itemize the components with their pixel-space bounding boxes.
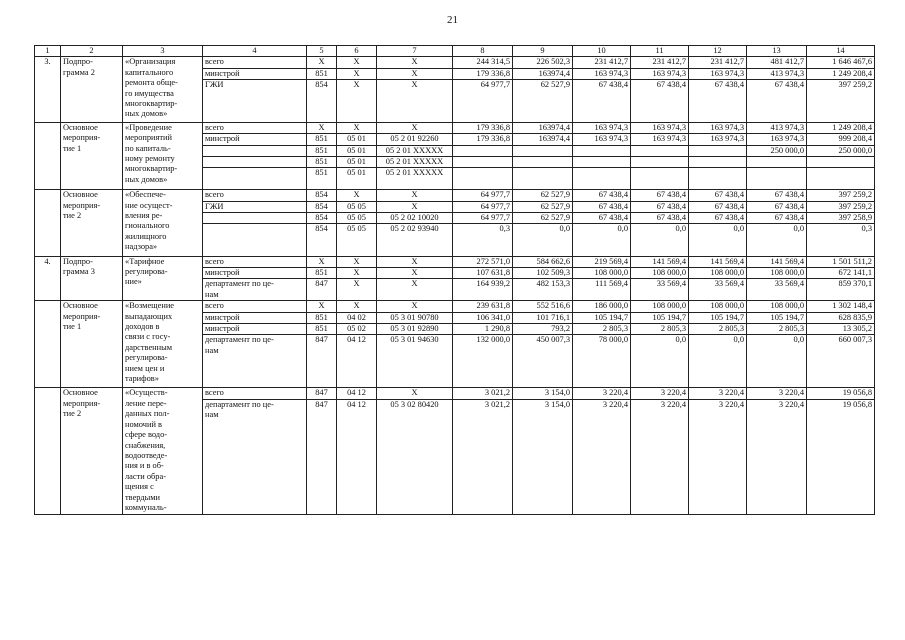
value-cell: 05 05: [337, 213, 377, 224]
value-cell: 3 220,4: [747, 399, 807, 514]
program-name: «Организация капитального ремонта обще- го имущества многоквартир- ных домов»: [123, 57, 203, 122]
value-cell: 107 631,8: [453, 268, 513, 279]
value-cell: 482 153,3: [513, 279, 573, 301]
value-cell: 1 249 208,4: [807, 68, 875, 79]
value-cell: X: [307, 301, 337, 312]
value-cell: 0,0: [689, 335, 747, 388]
program-kind: Подпро- грамма 3: [61, 256, 123, 301]
value-cell: 05 2 01 XXXXX: [377, 168, 453, 190]
executor-cell: ГЖИ: [203, 201, 307, 212]
value-cell: 163 974,3: [631, 122, 689, 133]
value-cell: 64 977,7: [453, 213, 513, 224]
value-cell: 1 249 208,4: [807, 122, 875, 133]
executor-cell: минстрой: [203, 134, 307, 145]
table-row: [35, 301, 875, 312]
value-cell: 3 154,0: [513, 388, 573, 399]
program-kind: Основное мероприя- тие 2: [61, 190, 123, 256]
column-header: 9: [513, 46, 573, 57]
column-header: 11: [631, 46, 689, 57]
value-cell: 33 569,4: [747, 279, 807, 301]
value-cell: 102 509,3: [513, 268, 573, 279]
table-row: [35, 388, 875, 399]
column-header: 13: [747, 46, 807, 57]
column-header: 7: [377, 46, 453, 57]
value-cell: 1 501 511,2: [807, 256, 875, 267]
column-header: 6: [337, 46, 377, 57]
column-header: 5: [307, 46, 337, 57]
program-name: «Проведение мероприятий по капиталь- ному ремонту многоквартир- ных домов»: [123, 122, 203, 189]
table-row: [35, 190, 875, 201]
value-cell: 141 569,4: [631, 256, 689, 267]
value-cell: [573, 168, 631, 190]
value-cell: 3 021,2: [453, 399, 513, 514]
value-cell: 0,0: [513, 224, 573, 256]
value-cell: 186 000,0: [573, 301, 631, 312]
value-cell: [453, 157, 513, 168]
value-cell: 04 02: [337, 312, 377, 323]
value-cell: [747, 157, 807, 168]
value-cell: 64 977,7: [453, 201, 513, 212]
value-cell: 239 631,8: [453, 301, 513, 312]
executor-cell: минстрой: [203, 324, 307, 335]
value-cell: 04 12: [337, 388, 377, 399]
value-cell: X: [307, 57, 337, 68]
program-kind: Основное мероприя- тие 2: [61, 388, 123, 515]
value-cell: [747, 168, 807, 190]
value-cell: X: [337, 256, 377, 267]
value-cell: 163 974,3: [747, 134, 807, 145]
executor-cell: минстрой: [203, 312, 307, 323]
value-cell: 05 01: [337, 134, 377, 145]
column-header: 8: [453, 46, 513, 57]
value-cell: 1 646 467,6: [807, 57, 875, 68]
header-row: [35, 46, 875, 57]
value-cell: 05 2 02 93940: [377, 224, 453, 256]
program-name: «Возмещение выпадающих доходов в связи с госу- дарственным регулирова- нием цен и тарифов»: [123, 301, 203, 388]
value-cell: 0,0: [689, 224, 747, 256]
value-cell: 132 000,0: [453, 335, 513, 388]
value-cell: 05 02: [337, 324, 377, 335]
value-cell: 0,0: [631, 335, 689, 388]
value-cell: 67 438,4: [573, 190, 631, 201]
value-cell: 397 259,2: [807, 80, 875, 123]
column-header: 1: [35, 46, 61, 57]
value-cell: 2 805,3: [631, 324, 689, 335]
executor-cell: департамент по це- нам: [203, 279, 307, 301]
value-cell: X: [337, 80, 377, 123]
value-cell: 05 2 01 XXXXX: [377, 157, 453, 168]
column-header: 10: [573, 46, 631, 57]
value-cell: 04 12: [337, 335, 377, 388]
value-cell: [689, 145, 747, 156]
value-cell: X: [337, 122, 377, 133]
executor-cell: департамент по це- нам: [203, 335, 307, 388]
value-cell: 851: [307, 312, 337, 323]
value-cell: [513, 145, 573, 156]
value-cell: 250 000,0: [807, 145, 875, 156]
value-cell: 859 370,1: [807, 279, 875, 301]
value-cell: 3 220,4: [631, 388, 689, 399]
value-cell: 05 2 01 92260: [377, 134, 453, 145]
value-cell: 672 141,1: [807, 268, 875, 279]
value-cell: 141 569,4: [747, 256, 807, 267]
value-cell: 2 805,3: [573, 324, 631, 335]
value-cell: X: [377, 201, 453, 212]
value-cell: 397 259,2: [807, 190, 875, 201]
table-row: [35, 57, 875, 68]
value-cell: 163 974,3: [573, 134, 631, 145]
value-cell: 141 569,4: [689, 256, 747, 267]
value-cell: 3 220,4: [747, 388, 807, 399]
value-cell: 33 569,4: [631, 279, 689, 301]
value-cell: 584 662,6: [513, 256, 573, 267]
value-cell: 272 571,0: [453, 256, 513, 267]
executor-cell: [203, 157, 307, 168]
value-cell: [631, 145, 689, 156]
value-cell: 05 05: [337, 224, 377, 256]
value-cell: [453, 145, 513, 156]
value-cell: 62 527,9: [513, 213, 573, 224]
value-cell: 847: [307, 335, 337, 388]
value-cell: 67 438,4: [573, 213, 631, 224]
value-cell: 105 194,7: [631, 312, 689, 323]
executor-cell: всего: [203, 57, 307, 68]
value-cell: 854: [307, 213, 337, 224]
value-cell: X: [337, 301, 377, 312]
value-cell: 163 974,3: [689, 122, 747, 133]
budget-table: [34, 45, 875, 515]
value-cell: 67 438,4: [631, 80, 689, 123]
value-cell: 19 056,8: [807, 399, 875, 514]
value-cell: 3 220,4: [689, 399, 747, 514]
value-cell: 164 939,2: [453, 279, 513, 301]
row-number: [35, 301, 61, 388]
value-cell: 05 05: [337, 201, 377, 212]
value-cell: [573, 145, 631, 156]
column-header: 3: [123, 46, 203, 57]
value-cell: 05 2 01 XXXXX: [377, 145, 453, 156]
value-cell: [453, 168, 513, 190]
value-cell: [689, 168, 747, 190]
executor-cell: всего: [203, 122, 307, 133]
value-cell: 62 527,9: [513, 80, 573, 123]
value-cell: [513, 157, 573, 168]
column-header: 4: [203, 46, 307, 57]
program-name: «Обеспече- ние осущест- вления ре- гионального жилищного надзора»: [123, 190, 203, 256]
executor-cell: всего: [203, 388, 307, 399]
value-cell: 19 056,8: [807, 388, 875, 399]
value-cell: 854: [307, 201, 337, 212]
value-cell: 1 290,8: [453, 324, 513, 335]
value-cell: 163 974,3: [631, 134, 689, 145]
value-cell: X: [337, 279, 377, 301]
executor-cell: минстрой: [203, 268, 307, 279]
value-cell: 67 438,4: [573, 80, 631, 123]
value-cell: 108 000,0: [631, 301, 689, 312]
executor-cell: [203, 168, 307, 190]
value-cell: [689, 157, 747, 168]
value-cell: 854: [307, 224, 337, 256]
executor-cell: [203, 224, 307, 256]
value-cell: [573, 157, 631, 168]
value-cell: 244 314,5: [453, 57, 513, 68]
value-cell: 05 3 01 92890: [377, 324, 453, 335]
value-cell: 67 438,4: [573, 201, 631, 212]
value-cell: X: [307, 122, 337, 133]
value-cell: 67 438,4: [689, 190, 747, 201]
value-cell: 2 805,3: [689, 324, 747, 335]
value-cell: 413 974,3: [747, 68, 807, 79]
value-cell: X: [337, 190, 377, 201]
value-cell: 0,0: [747, 335, 807, 388]
value-cell: 851: [307, 68, 337, 79]
value-cell: 179 336,8: [453, 68, 513, 79]
value-cell: X: [337, 68, 377, 79]
value-cell: 851: [307, 134, 337, 145]
table-row: [35, 256, 875, 267]
program-kind: Основное мероприя- тие 1: [61, 301, 123, 388]
value-cell: X: [377, 80, 453, 123]
value-cell: [631, 168, 689, 190]
executor-cell: [203, 145, 307, 156]
value-cell: X: [377, 122, 453, 133]
value-cell: 179 336,8: [453, 134, 513, 145]
value-cell: 3 220,4: [573, 388, 631, 399]
value-cell: 05 01: [337, 168, 377, 190]
program-name: «Осуществ- ление пере- данных пол- номочий в сфере водо- снабжения, водоотведе- ния и в об- ласти обра- щения с твердыми коммуналь-: [123, 388, 203, 515]
value-cell: 05 3 01 90780: [377, 312, 453, 323]
column-header: 12: [689, 46, 747, 57]
value-cell: 793,2: [513, 324, 573, 335]
value-cell: 05 01: [337, 157, 377, 168]
value-cell: 163 974,3: [689, 68, 747, 79]
row-number: [35, 190, 61, 256]
executor-cell: департамент по це- нам: [203, 399, 307, 514]
value-cell: 851: [307, 324, 337, 335]
value-cell: 397 259,2: [807, 201, 875, 212]
value-cell: 163974,4: [513, 122, 573, 133]
value-cell: 231 412,7: [573, 57, 631, 68]
value-cell: 67 438,4: [631, 213, 689, 224]
table-row: [35, 122, 875, 133]
value-cell: 64 977,7: [453, 190, 513, 201]
value-cell: 163 974,3: [689, 134, 747, 145]
value-cell: 106 341,0: [453, 312, 513, 323]
value-cell: 481 412,7: [747, 57, 807, 68]
value-cell: 3 220,4: [573, 399, 631, 514]
value-cell: 108 000,0: [689, 268, 747, 279]
value-cell: 0,0: [573, 224, 631, 256]
value-cell: 179 336,8: [453, 122, 513, 133]
value-cell: 67 438,4: [689, 80, 747, 123]
value-cell: 67 438,4: [689, 201, 747, 212]
value-cell: 3 220,4: [689, 388, 747, 399]
executor-cell: ГЖИ: [203, 80, 307, 123]
value-cell: 413 974,3: [747, 122, 807, 133]
value-cell: 3 220,4: [631, 399, 689, 514]
value-cell: 3 154,0: [513, 399, 573, 514]
row-number: 4.: [35, 256, 61, 301]
program-kind: Подпро- грамма 2: [61, 57, 123, 122]
row-number: [35, 122, 61, 189]
value-cell: 105 194,7: [689, 312, 747, 323]
value-cell: 67 438,4: [689, 213, 747, 224]
value-cell: 33 569,4: [689, 279, 747, 301]
value-cell: X: [377, 256, 453, 267]
value-cell: 450 007,3: [513, 335, 573, 388]
page-number: 21: [447, 14, 458, 26]
value-cell: 108 000,0: [573, 268, 631, 279]
column-header: 2: [61, 46, 123, 57]
value-cell: [513, 168, 573, 190]
value-cell: 250 000,0: [747, 145, 807, 156]
value-cell: 163 974,3: [631, 68, 689, 79]
value-cell: 397 258,9: [807, 213, 875, 224]
value-cell: [631, 157, 689, 168]
value-cell: 847: [307, 388, 337, 399]
value-cell: X: [377, 190, 453, 201]
value-cell: 101 716,1: [513, 312, 573, 323]
value-cell: 67 438,4: [631, 190, 689, 201]
value-cell: 67 438,4: [747, 80, 807, 123]
value-cell: 105 194,7: [747, 312, 807, 323]
value-cell: 163 974,3: [573, 122, 631, 133]
value-cell: 108 000,0: [747, 301, 807, 312]
value-cell: 13 305,2: [807, 324, 875, 335]
executor-cell: [203, 213, 307, 224]
value-cell: 854: [307, 190, 337, 201]
value-cell: 660 007,3: [807, 335, 875, 388]
executor-cell: всего: [203, 301, 307, 312]
value-cell: [807, 157, 875, 168]
value-cell: X: [377, 301, 453, 312]
value-cell: 0,0: [747, 224, 807, 256]
value-cell: 847: [307, 399, 337, 514]
value-cell: 1 302 148,4: [807, 301, 875, 312]
value-cell: 552 516,6: [513, 301, 573, 312]
value-cell: 219 569,4: [573, 256, 631, 267]
value-cell: X: [377, 388, 453, 399]
value-cell: 67 438,4: [747, 190, 807, 201]
value-cell: 05 3 01 94630: [377, 335, 453, 388]
value-cell: 05 01: [337, 145, 377, 156]
value-cell: 0,3: [453, 224, 513, 256]
value-cell: 111 569,4: [573, 279, 631, 301]
value-cell: 163 974,3: [573, 68, 631, 79]
value-cell: 231 412,7: [631, 57, 689, 68]
value-cell: 163974,4: [513, 134, 573, 145]
value-cell: X: [337, 57, 377, 68]
value-cell: 62 527,9: [513, 190, 573, 201]
value-cell: X: [377, 268, 453, 279]
row-number: 3.: [35, 57, 61, 122]
value-cell: 67 438,4: [747, 213, 807, 224]
value-cell: 67 438,4: [747, 201, 807, 212]
value-cell: 854: [307, 80, 337, 123]
value-cell: 851: [307, 157, 337, 168]
value-cell: 105 194,7: [573, 312, 631, 323]
value-cell: 3 021,2: [453, 388, 513, 399]
value-cell: [807, 168, 875, 190]
value-cell: 62 527,9: [513, 201, 573, 212]
executor-cell: всего: [203, 190, 307, 201]
value-cell: 0,0: [631, 224, 689, 256]
value-cell: 628 835,9: [807, 312, 875, 323]
value-cell: X: [307, 256, 337, 267]
value-cell: 231 412,7: [689, 57, 747, 68]
value-cell: 04 12: [337, 399, 377, 514]
value-cell: 108 000,0: [631, 268, 689, 279]
value-cell: 05 3 02 80420: [377, 399, 453, 514]
value-cell: 05 2 02 10020: [377, 213, 453, 224]
program-kind: Основное мероприя- тие 1: [61, 122, 123, 189]
executor-cell: минстрой: [203, 68, 307, 79]
program-name: «Тарифное регулирова- ние»: [123, 256, 203, 301]
value-cell: 0,3: [807, 224, 875, 256]
value-cell: 78 000,0: [573, 335, 631, 388]
column-header: 14: [807, 46, 875, 57]
value-cell: 847: [307, 279, 337, 301]
value-cell: 851: [307, 268, 337, 279]
value-cell: X: [377, 68, 453, 79]
value-cell: X: [377, 57, 453, 68]
value-cell: 851: [307, 168, 337, 190]
row-number: [35, 388, 61, 515]
value-cell: 67 438,4: [631, 201, 689, 212]
value-cell: 108 000,0: [747, 268, 807, 279]
value-cell: 851: [307, 145, 337, 156]
value-cell: 2 805,3: [747, 324, 807, 335]
value-cell: 999 208,4: [807, 134, 875, 145]
value-cell: 226 502,3: [513, 57, 573, 68]
executor-cell: всего: [203, 256, 307, 267]
value-cell: 64 977,7: [453, 80, 513, 123]
value-cell: 108 000,0: [689, 301, 747, 312]
value-cell: X: [377, 279, 453, 301]
value-cell: 163974,4: [513, 68, 573, 79]
value-cell: X: [337, 268, 377, 279]
